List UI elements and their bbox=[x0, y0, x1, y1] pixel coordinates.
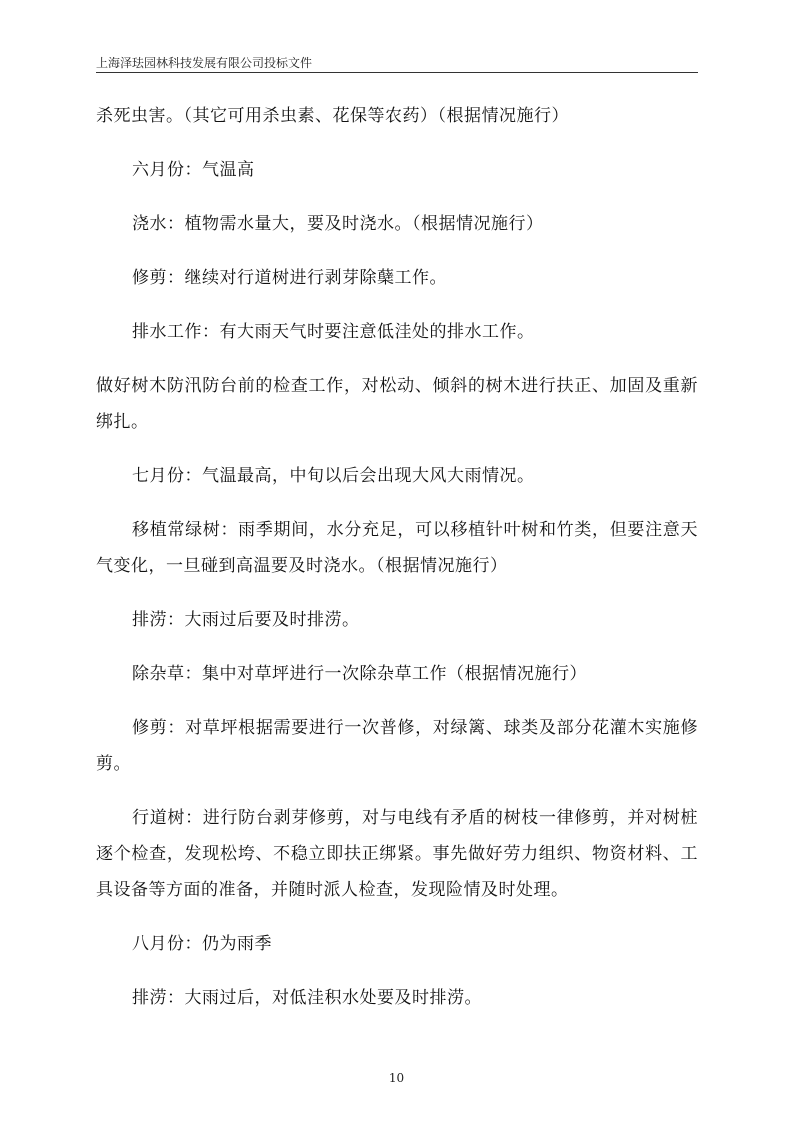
page-header: 上海泽珐园林科技发展有限公司投标文件 bbox=[96, 56, 313, 70]
paragraph-july-waterlogging: 排涝：大雨过后要及时排涝。 bbox=[132, 610, 360, 630]
paragraph-pest-control: 杀死虫害。（其它可用杀虫素、花保等农药）（根据情况施行） bbox=[96, 106, 569, 126]
paragraph-june-pruning: 修剪：继续对行道树进行剥芽除蘖工作。 bbox=[132, 268, 447, 288]
paragraph-august-waterlogging: 排涝：大雨过后，对低洼积水处要及时排涝。 bbox=[132, 988, 482, 1008]
paragraph-july-heading: 七月份：气温最高，中旬以后会出现大风大雨情况。 bbox=[132, 466, 535, 486]
paragraph-flood-typhoon-check: 做好树木防汛防台前的检查工作，对松动、倾斜的树木进行扶正、加固及重新绑扎。 bbox=[96, 376, 698, 432]
header-divider bbox=[96, 72, 698, 73]
paragraph-august-heading: 八月份：仍为雨季 bbox=[132, 934, 272, 954]
paragraph-july-pruning: 修剪：对草坪根据需要进行一次普修，对绿篱、球类及部分花灌木实施修剪。 bbox=[96, 718, 698, 774]
paragraph-june-drainage: 排水工作：有大雨天气时要注意低洼处的排水工作。 bbox=[132, 322, 535, 342]
paragraph-june-heading: 六月份：气温高 bbox=[132, 160, 255, 180]
paragraph-july-transplant: 移植常绿树：雨季期间，水分充足，可以移植针叶树和竹类，但要注意天气变化，一旦碰到高温要及时浇水。（根据情况施行） bbox=[96, 520, 698, 576]
paragraph-june-watering: 浇水：植物需水量大，要及时浇水。（根据情况施行） bbox=[132, 214, 544, 234]
paragraph-july-street-trees: 行道树：进行防台剥芽修剪，对与电线有矛盾的树枝一律修剪，并对树桩逐个检查，发现松垮、不稳立即扶正绑紧。事先做好劳力组织、物资材料、工具设备等方面的准备，并随时派人检查，发现险情及时处理。 bbox=[96, 808, 698, 900]
document-body bbox=[96, 98, 698, 1016]
paragraph-july-weeding: 除杂草：集中对草坪进行一次除杂草工作（根据情况施行） bbox=[132, 664, 587, 684]
page-number: 10 bbox=[388, 1071, 405, 1085]
